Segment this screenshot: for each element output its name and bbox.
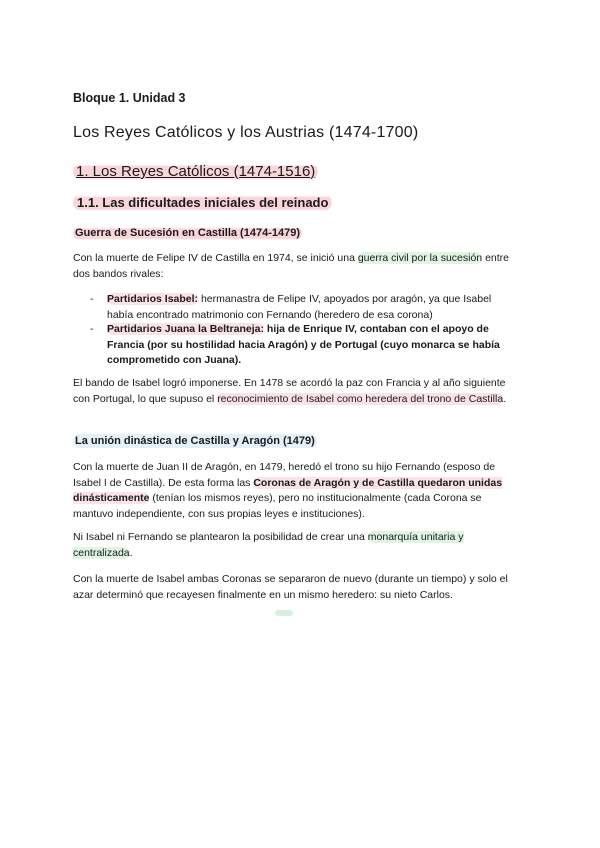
section-title: 1. Los Reyes Católicos (1474-1516): [73, 163, 318, 180]
bullet2-label: Partidarios Juana la Beltraneja:: [107, 323, 264, 335]
union-heading: La unión dinástica de Castilla y Aragón (1479): [75, 435, 315, 447]
bullet-text: [107, 322, 520, 369]
union-paragraph-1: [73, 460, 523, 522]
bullet-dash: -: [90, 293, 94, 305]
union-p1-text-a: Con la muerte de Juan II de Aragón, en 1479, heredó el trono su hijo Fernando (esposo de Isabel I de Castilla). De esta forma las: [73, 461, 496, 489]
union-paragraph-3: Con la muerte de Isabel ambas Coronas se separaron de nuevo (durante un tiempo) y solo el azar determinó que recayesen finalmente en un mismo heredero: su nieto Carlos.: [73, 573, 508, 601]
bullet-text: [107, 292, 520, 323]
union-p2-text-a: Ni Isabel ni Fernando se plantearon la posibilidad de crear una: [73, 531, 368, 543]
list-item: [90, 292, 520, 323]
war-intro-text-b: entre dos bandos rivales:: [73, 252, 510, 280]
bullet1-label: Partidarios Isabel:: [107, 293, 199, 305]
union-p1-bold: Coronas de Aragón y de Castilla quedaron unidas dinásticamente: [73, 476, 503, 504]
highlight-mark: [275, 610, 293, 616]
outcome-text-a: El bando de Isabel logró imponerse. En 1478 se acordó la paz con Francia y al año siguiente con Portugal, lo que supuso el: [73, 377, 506, 405]
list-item: [90, 322, 520, 369]
union-paragraph-2: [73, 530, 523, 561]
war-outcome-paragraph: [73, 376, 523, 407]
bullet-dash: -: [90, 323, 94, 335]
war-intro-paragraph: [73, 251, 523, 282]
union-p2-highlight: monarquía unitaria y centralizada: [73, 531, 464, 559]
bullet2-text: hija de Enrique IV, contaban con el apoyo de Francia (por su hostilidad hacia Aragón) y de Portugal (cuyo monarca se había comprometido con Juana).: [107, 323, 500, 366]
war-intro-text-a: Con la muerte de Felipe IV de Castilla en 1974, se inició una: [73, 252, 358, 264]
block-label: Bloque 1. Unidad 3: [73, 91, 186, 105]
outcome-highlight: reconocimiento de Isabel como heredera del trono de Castilla: [217, 392, 504, 405]
document-title: Los Reyes Católicos y los Austrias (1474-1700): [73, 124, 419, 141]
war-heading: Guerra de Sucesión en Castilla (1474-1479): [75, 227, 300, 239]
union-p1-text-b: (tenían los mismos reyes), pero no institucionalmente (cada Corona se mantuvo independiente, con sus propias leyes e instituciones).: [73, 492, 482, 520]
war-intro-highlight: guerra civil por la sucesión: [357, 252, 483, 264]
outcome-text-b: .: [503, 392, 507, 405]
bullet1-text: hermanastra de Felipe IV, apoyados por aragón, ya que Isabel había encontrado matrimonio con Fernando (heredero de esa corona): [107, 293, 492, 321]
union-p2-text-b: .: [129, 546, 133, 559]
subsection-title: 1.1. Las dificultades iniciales del reinado: [73, 194, 332, 211]
